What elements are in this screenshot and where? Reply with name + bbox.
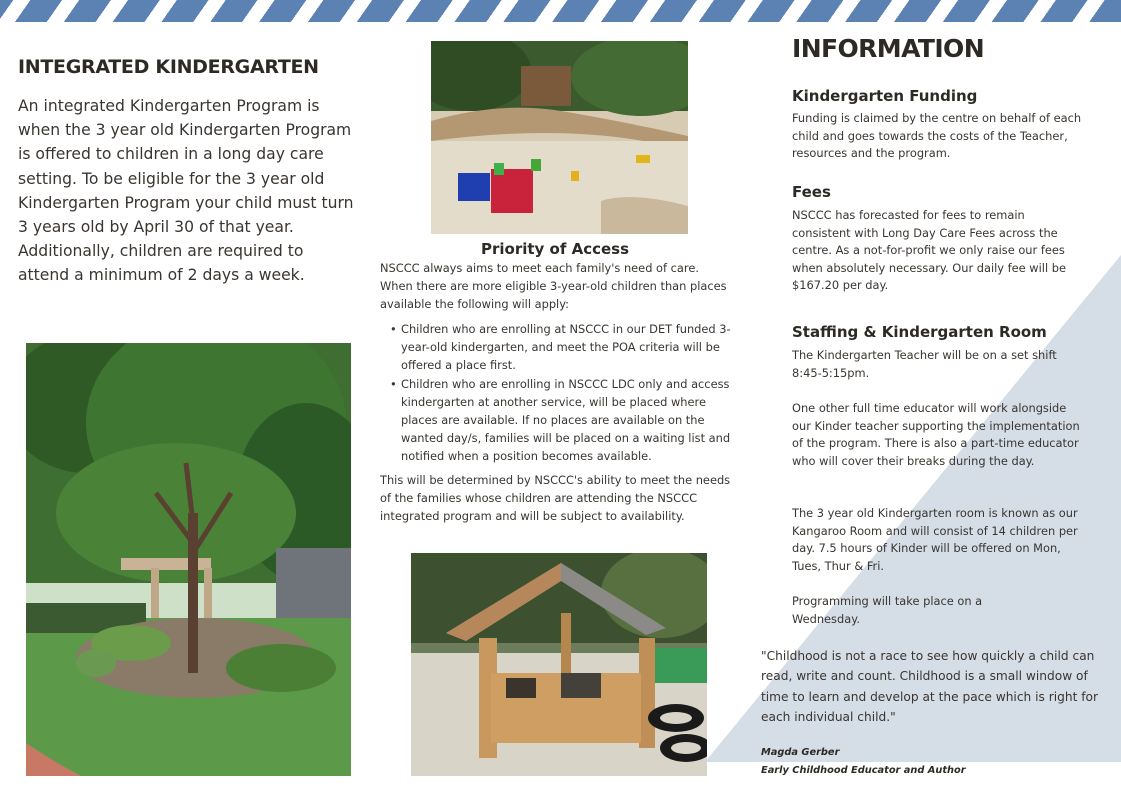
kindergarten-funding-paragraph: Funding is claimed by the centre on behalf of each child and goes towards the costs of the Teacher, resources and the program. — [792, 111, 1082, 161]
staffing-paragraph-educators: One other full time educator will work alongside our Kinder teacher supporting the implementation of the program. There is also a part-time educator who will cover their breaks during the day. — [792, 401, 1080, 468]
garden-tree-photo — [26, 343, 351, 776]
quote-author-role: Early Childhood Educator and Author — [761, 765, 966, 776]
information-title: INFORMATION — [792, 34, 985, 63]
cubby-house-photo — [411, 553, 707, 776]
staffing-paragraph-room: The 3 year old Kindergarten room is known as our Kangaroo Room and will consist of 14 children per day. 7.5 hours of Kinder will be offered on Mon, Tues, Thur & Fri. — [792, 506, 1078, 573]
priority-intro-paragraph: NSCCC always aims to meet each family's need of care. When there are more eligible 3-year-old children than places available the following will apply: — [380, 261, 727, 312]
fees-heading: Fees — [792, 183, 831, 201]
kindergarten-funding-heading: Kindergarten Funding — [792, 87, 978, 105]
quote-author-name: Magda Gerber — [761, 747, 840, 758]
staffing-paragraph-shift: The Kindergarten Teacher will be on a set shift 8:45-5:15pm. — [792, 348, 1057, 380]
priority-criteria-item: • Children who are enrolling at NSCCC in our DET funded 3-year-old kindergarten, and meet the POA criteria will be offered a place first. — [380, 320, 740, 375]
priority-of-access-heading: Priority of Access — [480, 240, 630, 258]
staffing-heading: Staffing & Kindergarten Room — [792, 323, 1047, 341]
priority-closing-paragraph: This will be determined by NSCCC's ability to meet the needs of the families whose children are attending the NSCCC integrated program and will be subject to availability. — [380, 473, 731, 524]
priority-criteria-item: • Children who are enrolling in NSCCC LDC only and access kindergarten at another service, will be placed where places are available. If no places are available on the wanted day/s, families will be placed on a waiting list and notified when a position becomes available. — [380, 375, 740, 466]
fees-paragraph: NSCCC has forecasted for fees to remain consistent with Long Day Care Fees across the centre. As a not-for-profit we only raise our fees when absolutely necessary. Our daily fee will be $167.20 per day. — [792, 208, 1066, 293]
sandpit-photo — [431, 41, 688, 234]
quote-text: "Childhood is not a race to see how quickly a child can read, write and count. Childhood is a small window of time to learn and develop at the pace which is right for each individual child." — [761, 649, 1098, 724]
staffing-paragraph-programming: Programming will take place on a Wednesday. — [792, 594, 983, 626]
priority-criteria-list — [380, 320, 740, 466]
integrated-kindergarten-paragraph: An integrated Kindergarten Program is when the 3 year old Kindergarten Program is offered to children in a long day care setting. To be eligible for the 3 year old Kindergarten Program your child must turn 3 years old by April 30 of that year. Additionally, children are required to attend a minimum of 2 days a week. — [18, 97, 354, 285]
integrated-kindergarten-heading: INTEGRATED KINDERGARTEN — [18, 56, 319, 78]
